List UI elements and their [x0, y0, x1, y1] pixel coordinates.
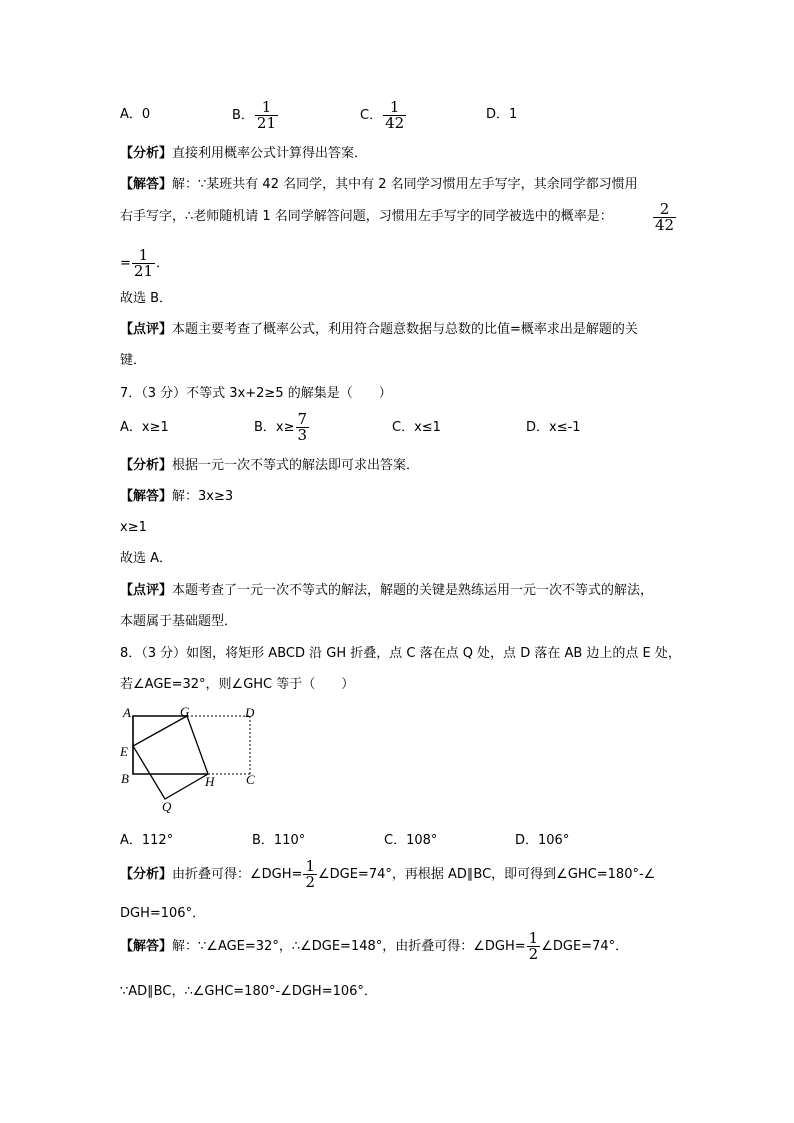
- q7-comment-line-2: 本题属于基础题型．: [120, 614, 238, 629]
- fraction-denominator: 42: [385, 114, 405, 132]
- fraction-denominator: 21: [133, 262, 153, 280]
- q6-option-c-fraction: [383, 100, 406, 131]
- comment-tag: 【点评】: [120, 583, 173, 598]
- q7-solution-line-2: x≥1: [120, 520, 147, 535]
- label-a: A: [123, 705, 131, 720]
- solution-text-post: ∠DGE=74°．: [541, 939, 629, 954]
- fraction-denominator: 3: [297, 426, 308, 444]
- solution-fraction: [527, 931, 541, 962]
- q6-comment-line-2: 键．: [120, 353, 147, 368]
- fraction-numerator: 7: [297, 410, 308, 428]
- q7-option-a: A．x≥1: [120, 420, 169, 435]
- solution-tag: 【解答】: [120, 939, 173, 954]
- fraction-numerator: 1: [261, 98, 272, 116]
- q6-option-d: D．1: [486, 107, 518, 122]
- analysis-tag: 【分析】: [120, 458, 173, 473]
- q7-stem: 7．（3 分）不等式 3x+2≥5 的解集是（ ）: [120, 386, 392, 401]
- label-g: G: [180, 704, 190, 719]
- q7-option-b-label: B．x≥: [254, 420, 295, 435]
- label-b: B: [121, 771, 129, 786]
- q8-option-c: C．108°: [384, 833, 438, 848]
- solution-text: 解：∵某班共有 42 名同学，其中有 2 名同学习惯用左手写字，其余同学都习惯用: [172, 177, 638, 192]
- q6-option-c-label: C．: [360, 108, 383, 123]
- q7-answer: 故选 A．: [120, 551, 173, 566]
- folded-quadrilateral: [133, 716, 208, 799]
- label-c: C: [246, 772, 255, 787]
- q6-comment-line-1: [120, 322, 638, 338]
- solution-tag: 【解答】: [120, 177, 173, 192]
- q8-option-a: A．112°: [120, 833, 174, 848]
- q7-comment-line-1: [120, 583, 653, 599]
- equals-sign: =: [120, 256, 131, 271]
- q7-analysis: [120, 458, 419, 474]
- q6-option-b-fraction: [255, 100, 278, 131]
- q6-solution-line-3: [120, 248, 169, 279]
- solution-tag: 【解答】: [120, 489, 173, 504]
- q8-stem-line-2: 若∠AGE=32°，则∠GHC 等于（ ）: [120, 677, 355, 692]
- period: ．: [156, 256, 170, 271]
- q8-solution-line-1: [120, 931, 628, 962]
- analysis-text-post: ∠DGE=74°，再根据 AD∥BC，即可得到∠GHC=180°-∠: [317, 867, 656, 882]
- q8-analysis-line-2: DGH=106°．: [120, 906, 206, 921]
- q8-option-d: D．106°: [515, 833, 570, 848]
- analysis-tag: 【分析】: [120, 146, 173, 161]
- q6-solution-fraction-2: [132, 248, 155, 279]
- q8-analysis-line-1: [120, 859, 655, 890]
- comment-tag: 【点评】: [120, 322, 173, 337]
- q6-option-b: [232, 100, 279, 131]
- q8-figure: [118, 704, 268, 814]
- q6-analysis: [120, 146, 367, 162]
- q6-solution-fraction-1: [652, 202, 677, 233]
- analysis-tag: 【分析】: [120, 867, 173, 882]
- q7-option-d: D．x≤-1: [526, 420, 581, 435]
- q7-option-b: [254, 412, 310, 443]
- q8-option-b: B．110°: [252, 833, 306, 848]
- q6-solution-line-1: [120, 177, 638, 193]
- comment-text: 本题主要考查了概率公式，利用符合题意数据与总数的比值=概率求出是解题的关: [172, 322, 638, 337]
- q8-stem-line-1: 8．（3 分）如图，将矩形 ABCD 沿 GH 折叠，点 C 落在点 Q 处，点 D 落在 AB 边上的点 E 处，: [120, 646, 681, 661]
- q7-option-c: C．x≤1: [392, 420, 441, 435]
- label-e: E: [120, 744, 128, 759]
- solution-text: 解：3x≥3: [172, 489, 234, 504]
- label-h: H: [205, 774, 215, 789]
- q6-solution-line-2: 右手写字，∴老师随机请 1 名同学解答问题，习惯用左手写字的同学被选中的概率是：: [120, 209, 613, 224]
- fraction-numerator: 1: [138, 246, 149, 264]
- label-q: Q: [162, 799, 172, 814]
- solution-text-pre: 解：∵∠AGE=32°，∴∠DGE=148°，由折叠可得：∠DGH=: [172, 939, 526, 954]
- analysis-text-pre: 由折叠可得：∠DGH=: [172, 867, 303, 882]
- fraction-numerator: 1: [389, 98, 400, 116]
- analysis-fraction: [303, 859, 317, 890]
- comment-text: 本题考查了一元一次不等式的解法，解题的关键是熟练运用一元一次不等式的解法，: [172, 583, 654, 598]
- q7-option-b-fraction: [296, 412, 310, 443]
- label-d: D: [245, 705, 255, 720]
- analysis-text: 直接利用概率公式计算得出答案．: [172, 146, 368, 161]
- q7-solution-line-1: [120, 489, 233, 505]
- q6-option-c: [360, 100, 407, 131]
- fraction-denominator: 2: [305, 873, 315, 891]
- fraction-denominator: 42: [655, 216, 675, 234]
- fraction-denominator: 2: [528, 945, 539, 963]
- q8-solution-line-2: ∵AD∥BC，∴∠GHC=180°-∠DGH=106°．: [120, 984, 377, 999]
- fraction-denominator: 21: [256, 114, 277, 132]
- analysis-text: 根据一元一次不等式的解法即可求出答案．: [172, 458, 420, 473]
- fraction-numerator: 2: [659, 200, 670, 218]
- fraction-numerator: 1: [528, 929, 539, 947]
- fraction-numerator: 1: [305, 857, 315, 875]
- q6-option-b-label: B．: [232, 108, 254, 123]
- q6-option-a: A．0: [120, 107, 151, 122]
- q6-answer: 故选 B．: [120, 291, 173, 306]
